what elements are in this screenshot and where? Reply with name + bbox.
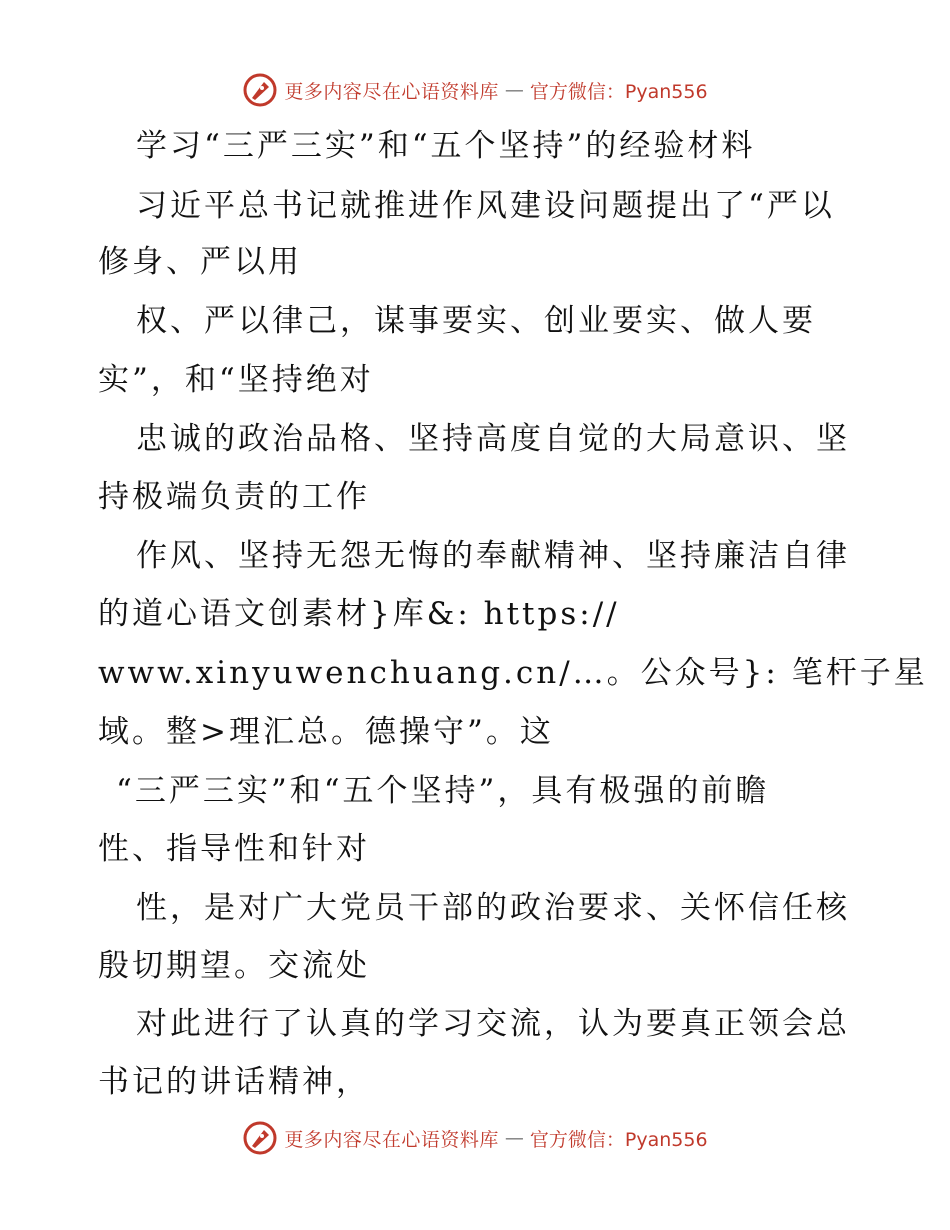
text-line: 权、严以律己，谋事要实、创业要实、做人要: [136, 303, 816, 339]
banner-separator: —: [504, 79, 524, 101]
text-line: 性，是对广大党员干部的政治要求、关怀信任核: [136, 890, 850, 926]
text-line: 修身、严以用: [98, 244, 302, 280]
text-line: 的道心语文创素材}库&: https://: [98, 596, 620, 632]
footer-banner: [0, 1118, 950, 1158]
banner-separator: —: [504, 1127, 524, 1149]
text-line: 习近平总书记就推进作风建设问题提出了“严以: [136, 188, 835, 224]
text-line: “三严三实”和“五个坚持”，具有极强的前瞻: [116, 773, 770, 809]
pen-nib-icon: [242, 1120, 278, 1156]
pen-nib-icon: [242, 72, 278, 108]
text-line: 殷切期望。交流处: [98, 948, 370, 984]
text-line: 性、指导性和针对: [98, 831, 370, 867]
text-line: 对此进行了认真的学习交流，认为要真正领会总: [136, 1006, 850, 1042]
text-line: 书记的讲话精神，: [98, 1064, 370, 1100]
text-line: 域。整>理汇总。德操守”。这: [98, 714, 554, 750]
text-line: 实”，和“坚持绝对: [98, 362, 374, 398]
text-line: www.xinyuwenchuang.cn/…。公众号}: 笔杆子星: [98, 655, 928, 691]
banner-title: 更多内容尽在心语资料库: [284, 80, 499, 103]
header-banner: [0, 70, 950, 110]
text-line: 忠诚的政治品格、坚持高度自觉的大局意识、坚: [136, 421, 850, 457]
banner-wechat-account: 官方微信：Pyan556: [529, 80, 708, 103]
banner-title: 更多内容尽在心语资料库: [284, 1128, 499, 1151]
text-line: 持极端负责的工作: [98, 479, 370, 515]
document-title: 学习“三严三实”和“五个坚持”的经验材料: [136, 128, 756, 164]
banner-wechat-account: 官方微信：Pyan556: [529, 1128, 708, 1151]
text-line: 作风、坚持无怨无悔的奉献精神、坚持廉洁自律: [136, 538, 850, 574]
